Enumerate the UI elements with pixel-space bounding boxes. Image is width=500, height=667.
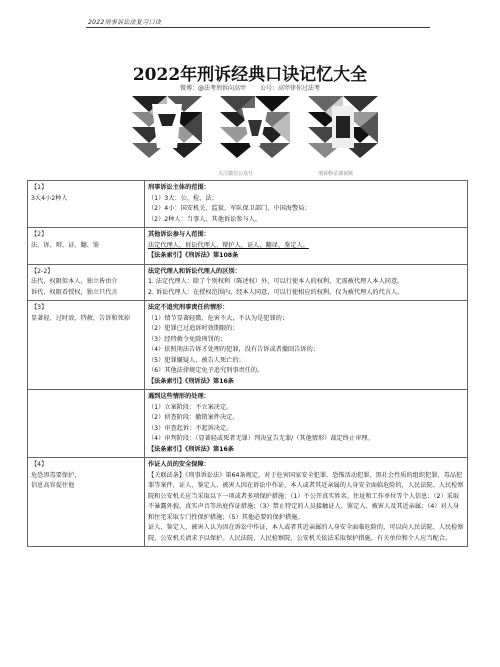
mnemonic-number: 【2-2】 <box>31 267 54 275</box>
explanation-line: （1）3大：公、检、法； <box>148 194 218 202</box>
mnemonic-cell <box>28 264 145 301</box>
mnemonic-text: 危恐黑毒要保护， <box>31 471 81 479</box>
explanation-cell <box>145 390 468 458</box>
table-row <box>28 458 468 547</box>
mnemonic-text: 诉代、权限看授权，独立只代言 <box>31 288 118 296</box>
explanation-line: （5）犯罪嫌疑人、被告人死亡的； <box>148 356 245 364</box>
mnemonic-text: 3大4小2种人 <box>31 194 68 202</box>
explanation-line: （3）审查起诉：不起诉决定。 <box>148 424 233 432</box>
explanation-cell <box>145 301 468 390</box>
explanation-line: （3）经特赦令免除刑罚的； <box>148 335 227 343</box>
mnemonic-cell <box>28 301 145 390</box>
explanation-line: 2. 诉讼代理人：在授权范围内，经本人同意，可以行使相应的权利，仅为被代理人的代言人。 <box>148 288 404 296</box>
subtitle-weibo: 微博：@法考刑诉向高甲 <box>180 85 247 92</box>
explanation-line: 法定代理人、诉讼代理人、辩护人、证人、翻译、鉴定人。 <box>148 241 309 249</box>
mnemonic-number: 【4】 <box>31 461 48 468</box>
mnemonic-cell <box>28 390 145 458</box>
table-row <box>28 228 468 265</box>
subtitle-wechat: 公号：高甲律你过法考 <box>259 85 320 92</box>
section-heading: 作证人员的安全保障： <box>148 461 210 468</box>
explanation-line: 证人、鉴定人、被害人认为因在诉讼中作证，本人或者其近亲属的人身安全面临危险的，可以向人民法院、人民检察院、公安机关请求予以保护。人民法院、人民检察院、公安机关依法采取保护措施，有关单位和个人应当配合。 <box>148 524 464 542</box>
qr-code-row <box>132 96 382 162</box>
explanation-line: （1）立案阶段：不立案决定。 <box>148 403 233 411</box>
section-heading: 其他诉讼参与人范围： <box>148 231 210 238</box>
explanation-line: （1）情节显著轻微、危害不大，不认为是犯罪的； <box>148 314 289 322</box>
explanation-line: （2）侦查阶段：撤销案件决定。 <box>148 414 239 421</box>
mnemonic-text: 法代、权限似本人，独立皆由介 <box>31 278 118 285</box>
mnemonic-cell <box>28 181 145 228</box>
table-row <box>28 390 468 458</box>
explanation-line: 1. 法定代理人：除了个别权利（陈述权）外，可以行使本人的权利，无需被代理人本人同意。 <box>148 278 404 285</box>
mnemonic-cell <box>28 228 145 265</box>
statute-reference: 【法条索引】《刑诉法》第16条 <box>148 445 234 453</box>
explanation-cell <box>145 264 468 301</box>
mnemonic-text: 显著轻、过时效、特赦、告诉和死掉 <box>31 314 130 322</box>
mnemonic-number: 【3】 <box>31 304 48 311</box>
explanation-cell <box>145 228 468 265</box>
explanation-line: （4）审判阶段：（显著轻或死者无罪）判决宣告无罪/（其他情形）裁定终止审理。 <box>148 435 374 442</box>
subtitle <box>0 83 500 92</box>
section-heading: 遇到这些情形的处理： <box>148 393 210 400</box>
table-row <box>28 181 468 228</box>
explanation-cell <box>145 458 468 547</box>
explanation-line: （2）4小：国安机关、监狱、军队保卫部门、中国海警局； <box>148 205 311 212</box>
explanation-line: （2）犯罪已过追诉时效期限的； <box>148 325 239 332</box>
qr-caption-right: 刑诉秒杀课视频 <box>318 171 354 177</box>
header-rule <box>86 27 430 28</box>
explanation-line: 【关联法条】《刑事诉讼法》第64条规定，对于危害国家安全犯罪、恐怖活动犯罪、黑社会性质的组织犯罪、毒品犯罪等案件，证人、鉴定人、被害人因在诉讼中作证，本人或者其近亲属的人身安全面临危险的，人民法院、人民检察院和公安机关应当采取以下一项或者多项保护措施：（1）不公开真实姓名、住址和工作单位等个人信息；（2）采取不暴露外貌、真实声音等出庭作证措施；（3）禁止特定的人员接触证人、鉴定人、被害人及其近亲属；（4）对人身和住宅采取专门性保护措施；（5）其他必要的保护措施。 <box>148 471 464 521</box>
mnemonic-number: 【1】 <box>31 184 48 191</box>
qr-caption-middle: 关注微信公众号 <box>218 171 254 177</box>
section-heading: 法定不追究刑事责任的情形： <box>148 304 229 311</box>
qr-code-middle <box>220 96 290 158</box>
running-header: 2022刑事诉讼法复习口诀 <box>88 19 162 26</box>
statute-reference: 【法条索引】《刑诉法》第16条 <box>148 377 234 385</box>
section-heading: 法定代理人和诉讼代理人的区别： <box>148 267 241 275</box>
section-heading: 刑事诉讼主体的范围： <box>148 184 210 191</box>
explanation-line: （4）依照刑法告诉才处理的犯罪，没有告诉或者撤回告诉的； <box>148 346 319 353</box>
page-title: 2022年刑诉经典口诀记忆大全 <box>132 65 368 85</box>
qr-code-right <box>308 96 378 158</box>
qr-code-left <box>132 96 202 158</box>
explanation-cell <box>145 181 468 228</box>
mnemonic-text: 信息高容提住他 <box>31 482 75 489</box>
statute-reference: 【法条索引】《刑诉法》第108条 <box>148 252 239 259</box>
explanation-line: （2）2种人：当事人、其他诉讼参与人。 <box>148 215 262 223</box>
mnemonic-cell <box>28 458 145 547</box>
table-row <box>28 301 468 390</box>
mnemonic-table <box>27 180 468 547</box>
mnemonic-text: 法、诉、辩、证、翻、鉴 <box>31 241 100 249</box>
explanation-line: （6）其他法律规定免予追究刑事责任的。 <box>148 367 264 374</box>
table-row <box>28 264 468 301</box>
mnemonic-number: 【2】 <box>31 231 48 238</box>
